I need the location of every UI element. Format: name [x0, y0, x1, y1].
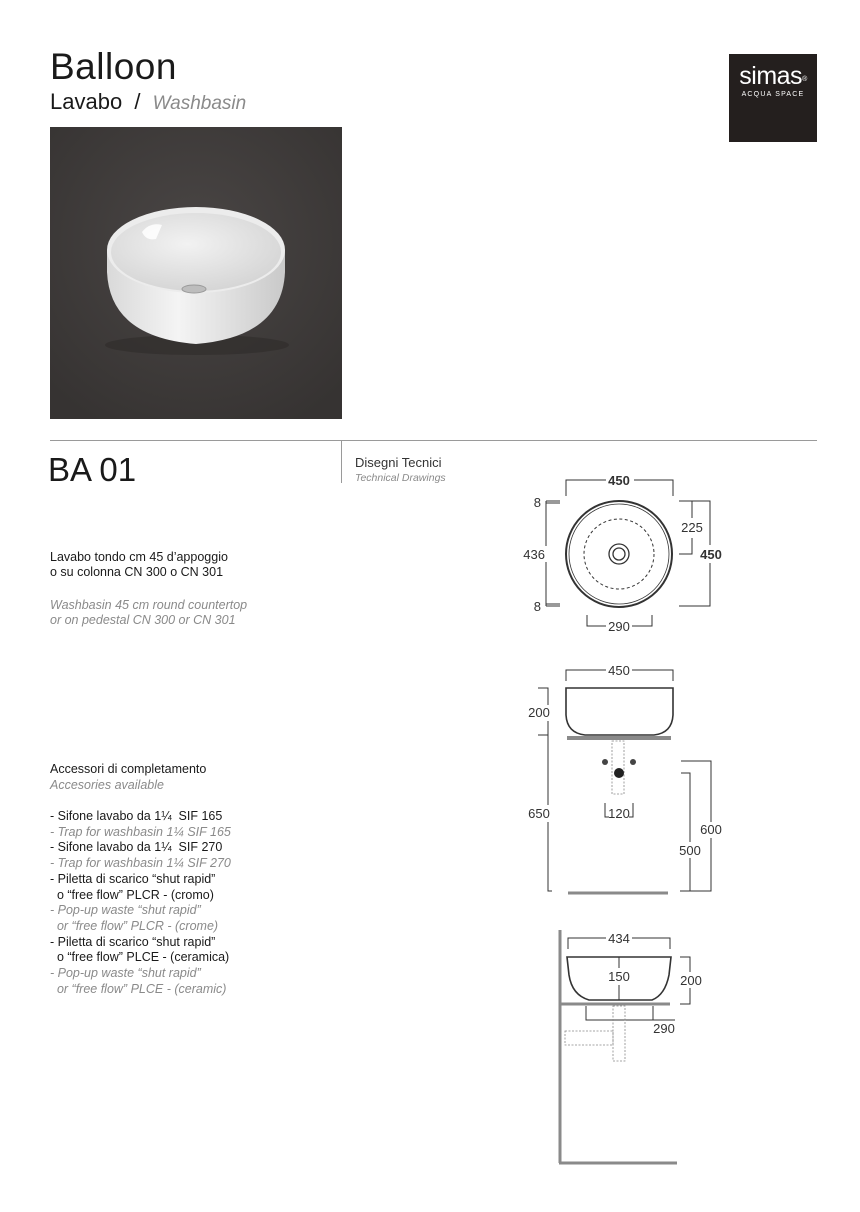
dim-height-500: 500: [679, 843, 701, 858]
dim-side-width: 434: [608, 931, 630, 946]
dim-front-height: 200: [528, 705, 550, 720]
accessory-item: - Piletta di scarico “shut rapid”: [50, 871, 216, 886]
accessory-item: o “free flow” PLCE - (ceramica): [50, 950, 230, 965]
accessory-item: or “free flow” PLCE - (ceramic): [50, 981, 227, 996]
accessory-item: - Piletta di scarico “shut rapid”: [50, 934, 216, 949]
dim-height-600: 600: [700, 822, 722, 837]
side-view-drawing: [559, 930, 690, 1163]
front-view-drawing: [538, 670, 711, 893]
dim-top-depth: 450: [700, 547, 722, 562]
dim-side-depth: 150: [608, 969, 630, 984]
dim-half-depth: 225: [681, 520, 703, 535]
dim-side-height: 200: [680, 973, 702, 988]
subtitle-separator: /: [134, 89, 141, 114]
registered-icon: ®: [802, 76, 807, 83]
dim-total-height: 650: [528, 806, 550, 821]
accessory-item: - Pop-up waste “shut rapid”: [50, 966, 201, 981]
accessory-item: - Sifone lavabo da 1¼ SIF 270: [50, 840, 223, 855]
description-en-line: or on pedestal CN 300 or CN 301: [50, 613, 236, 627]
dim-side-base: 290: [653, 1021, 675, 1036]
top-view-drawing: [546, 480, 710, 626]
product-code: BA 01: [48, 451, 137, 488]
product-title: Balloon: [50, 46, 177, 87]
description-it-line: o su colonna CN 300 o CN 301: [50, 565, 224, 579]
accessory-item: or “free flow” PLCR - (crome): [50, 918, 219, 933]
dim-drain-spacing: 120: [608, 806, 630, 821]
dim-rim-bottom: 8: [533, 599, 541, 614]
accessory-item: o “free flow” PLCR - (cromo): [50, 887, 214, 902]
dim-top-width: 450: [608, 473, 630, 488]
description-it-line: Lavabo tondo cm 45 d’appoggio: [50, 550, 228, 564]
accessory-item: - Pop-up waste “shut rapid”: [50, 903, 201, 918]
logo-brand-text: simas: [739, 62, 803, 90]
accessory-item: - Trap for washbasin 1¼ SIF 270: [50, 856, 231, 871]
dim-top-base: 290: [608, 619, 630, 634]
logo-tagline: ACQUA SPACE: [741, 91, 805, 98]
description-en-line: Washbasin 45 cm round countertop: [50, 598, 248, 612]
technical-drawings-label-en: Technical Drawings: [355, 472, 446, 484]
accessory-item: - Trap for washbasin 1¼ SIF 165: [50, 824, 231, 839]
accessory-item: - Sifone lavabo da 1¼ SIF 165: [50, 809, 223, 823]
subtitle-english: Washbasin: [152, 93, 247, 114]
technical-drawings-label: Disegni Tecnici: [355, 455, 442, 470]
accessories-heading-en: Accesories available: [50, 778, 164, 792]
dim-rim-top: 8: [533, 495, 541, 510]
dim-inner: 436: [523, 547, 545, 562]
dim-front-width: 450: [608, 663, 630, 678]
subtitle-italian: Lavabo: [50, 89, 123, 114]
accessories-heading: Accessori di completamento: [50, 762, 207, 776]
